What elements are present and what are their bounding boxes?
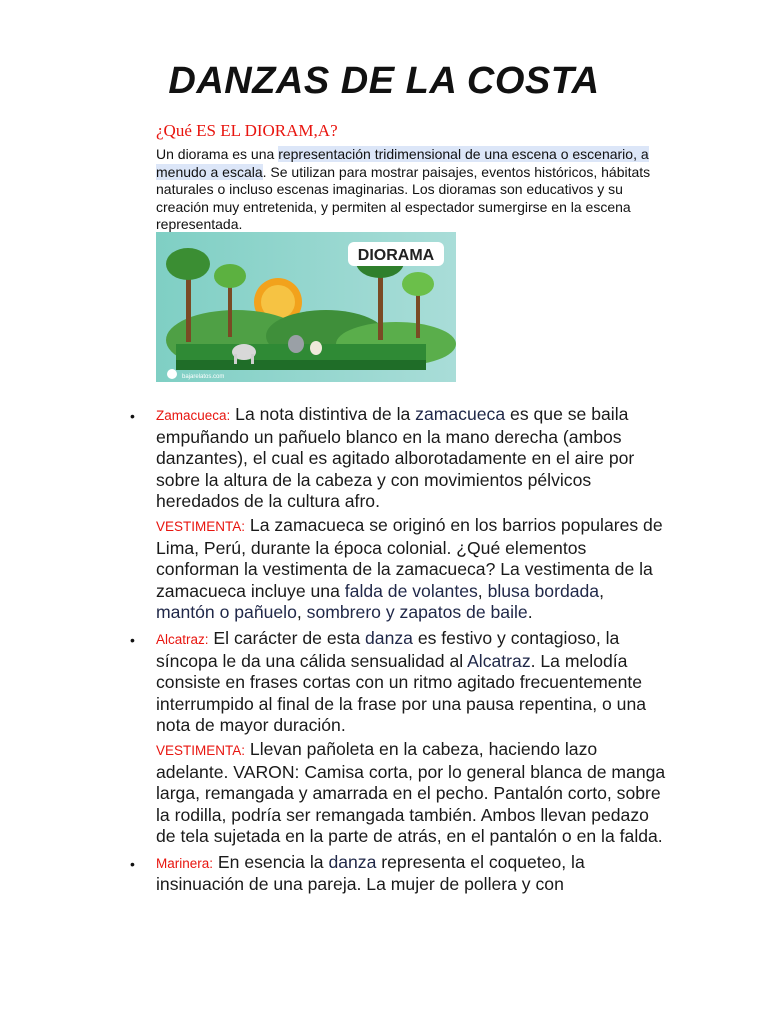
- list-item-alcatraz: [0, 628, 768, 848]
- keyword-link: falda de volantes: [344, 580, 478, 601]
- section-subtitle: ¿Qué ES EL DIORAM,A?: [156, 121, 338, 140]
- bullet: •: [130, 631, 135, 648]
- alcatraz-label: Alcatraz:: [156, 631, 209, 647]
- diorama-image: [156, 232, 456, 382]
- keyword-link: zamacueca: [415, 404, 506, 424]
- text-segment: En esencia la: [213, 851, 329, 872]
- text-segment: El carácter de esta: [208, 627, 365, 648]
- diorama-badge: DIORAMA: [357, 247, 435, 264]
- keyword-link: danza: [365, 627, 413, 648]
- text-segment: es que se baila empuñando un pañuelo blanco en la mano derecha (ambos danzantes), el cual es agitado alborotadamente en el aire por sobre la altura de la cabeza y con movimientos pélvicos heredados de la cultura afro.: [156, 404, 635, 512]
- keyword-link: mantón o pañuelo: [156, 602, 297, 623]
- intro-text-start: Un diorama es una: [156, 146, 279, 162]
- text-segment: La nota distintiva de la: [230, 404, 416, 424]
- diorama-illustration: [156, 232, 456, 382]
- intro-text-end: . Se utilizan para mostrar paisajes, eventos históricos, hábitats naturales o incluso escenas imaginarias. Los dioramas son educativos y su creación muy entretenida, y permiten al espectador sumergirse en la escena representada.: [156, 163, 651, 232]
- bullet: •: [130, 408, 135, 424]
- marinera-description: [156, 852, 666, 896]
- vestimenta-label: VESTIMENTA:: [156, 518, 246, 534]
- intro-highlight: representación tridimensional de una escena o escenario, a menudo a escala: [156, 146, 649, 180]
- text-segment: Llevan pañoleta en la cabeza, haciendo lazo adelante. VARON: Camisa corta, por lo general blanca de manga larga, remangada y amarrada en el pecho. Pantalón corto, sobre la rodilla, podría ser remangada también. Ambos llevan pedazo de tela sujetada en la parte de atrás, en el pantalón o en la falda.: [156, 738, 666, 847]
- zamacueca-label: Zamacueca:: [156, 408, 231, 423]
- zamacueca-description: [156, 404, 666, 513]
- text-segment: representa el coqueteo, la insinuación de una pareja. La mujer de pollera y con: [156, 851, 585, 895]
- zamacueca-vestimenta: [156, 515, 666, 624]
- keyword-link: blusa bordada: [487, 580, 600, 601]
- alcatraz-vestimenta: [156, 739, 666, 848]
- marinera-label: Marinera:: [156, 855, 214, 871]
- dance-list: [0, 404, 768, 896]
- text-segment: . La melodía consiste en frases cortas con un ritmo agitado frecuentemente interrumpido al final de la frase por una pausa repentina, o una nota de mayor duración.: [156, 650, 647, 736]
- image-watermark: bajarelatos.com: [182, 374, 225, 380]
- list-item-marinera: [0, 852, 768, 896]
- text-segment: ,: [599, 580, 604, 601]
- keyword-link: Alcatraz: [467, 650, 531, 671]
- page-title: DANZAS DE LA COSTA: [168, 60, 600, 102]
- list-item-zamacueca: [0, 404, 768, 624]
- text-segment: La zamacueca se originó en los barrios populares de Lima, Perú, durante la época colonial. ¿Qué elementos conforman la vestimenta de la zamacueca? La vestimenta de la zamacueca incluye una: [156, 514, 663, 601]
- text-segment: ,: [477, 580, 488, 601]
- text-segment: es festivo y contagioso, la síncopa le da una cálida sensualidad al: [156, 627, 620, 671]
- vestimenta-label: VESTIMENTA:: [156, 742, 246, 758]
- keyword-link: danza: [328, 851, 377, 872]
- bullet: •: [130, 855, 135, 872]
- keyword-link: sombrero y zapatos de baile: [306, 602, 528, 623]
- text-segment: .: [527, 602, 533, 623]
- text-segment: ,: [296, 602, 307, 623]
- intro-paragraph: [156, 146, 666, 234]
- alcatraz-description: [156, 628, 666, 737]
